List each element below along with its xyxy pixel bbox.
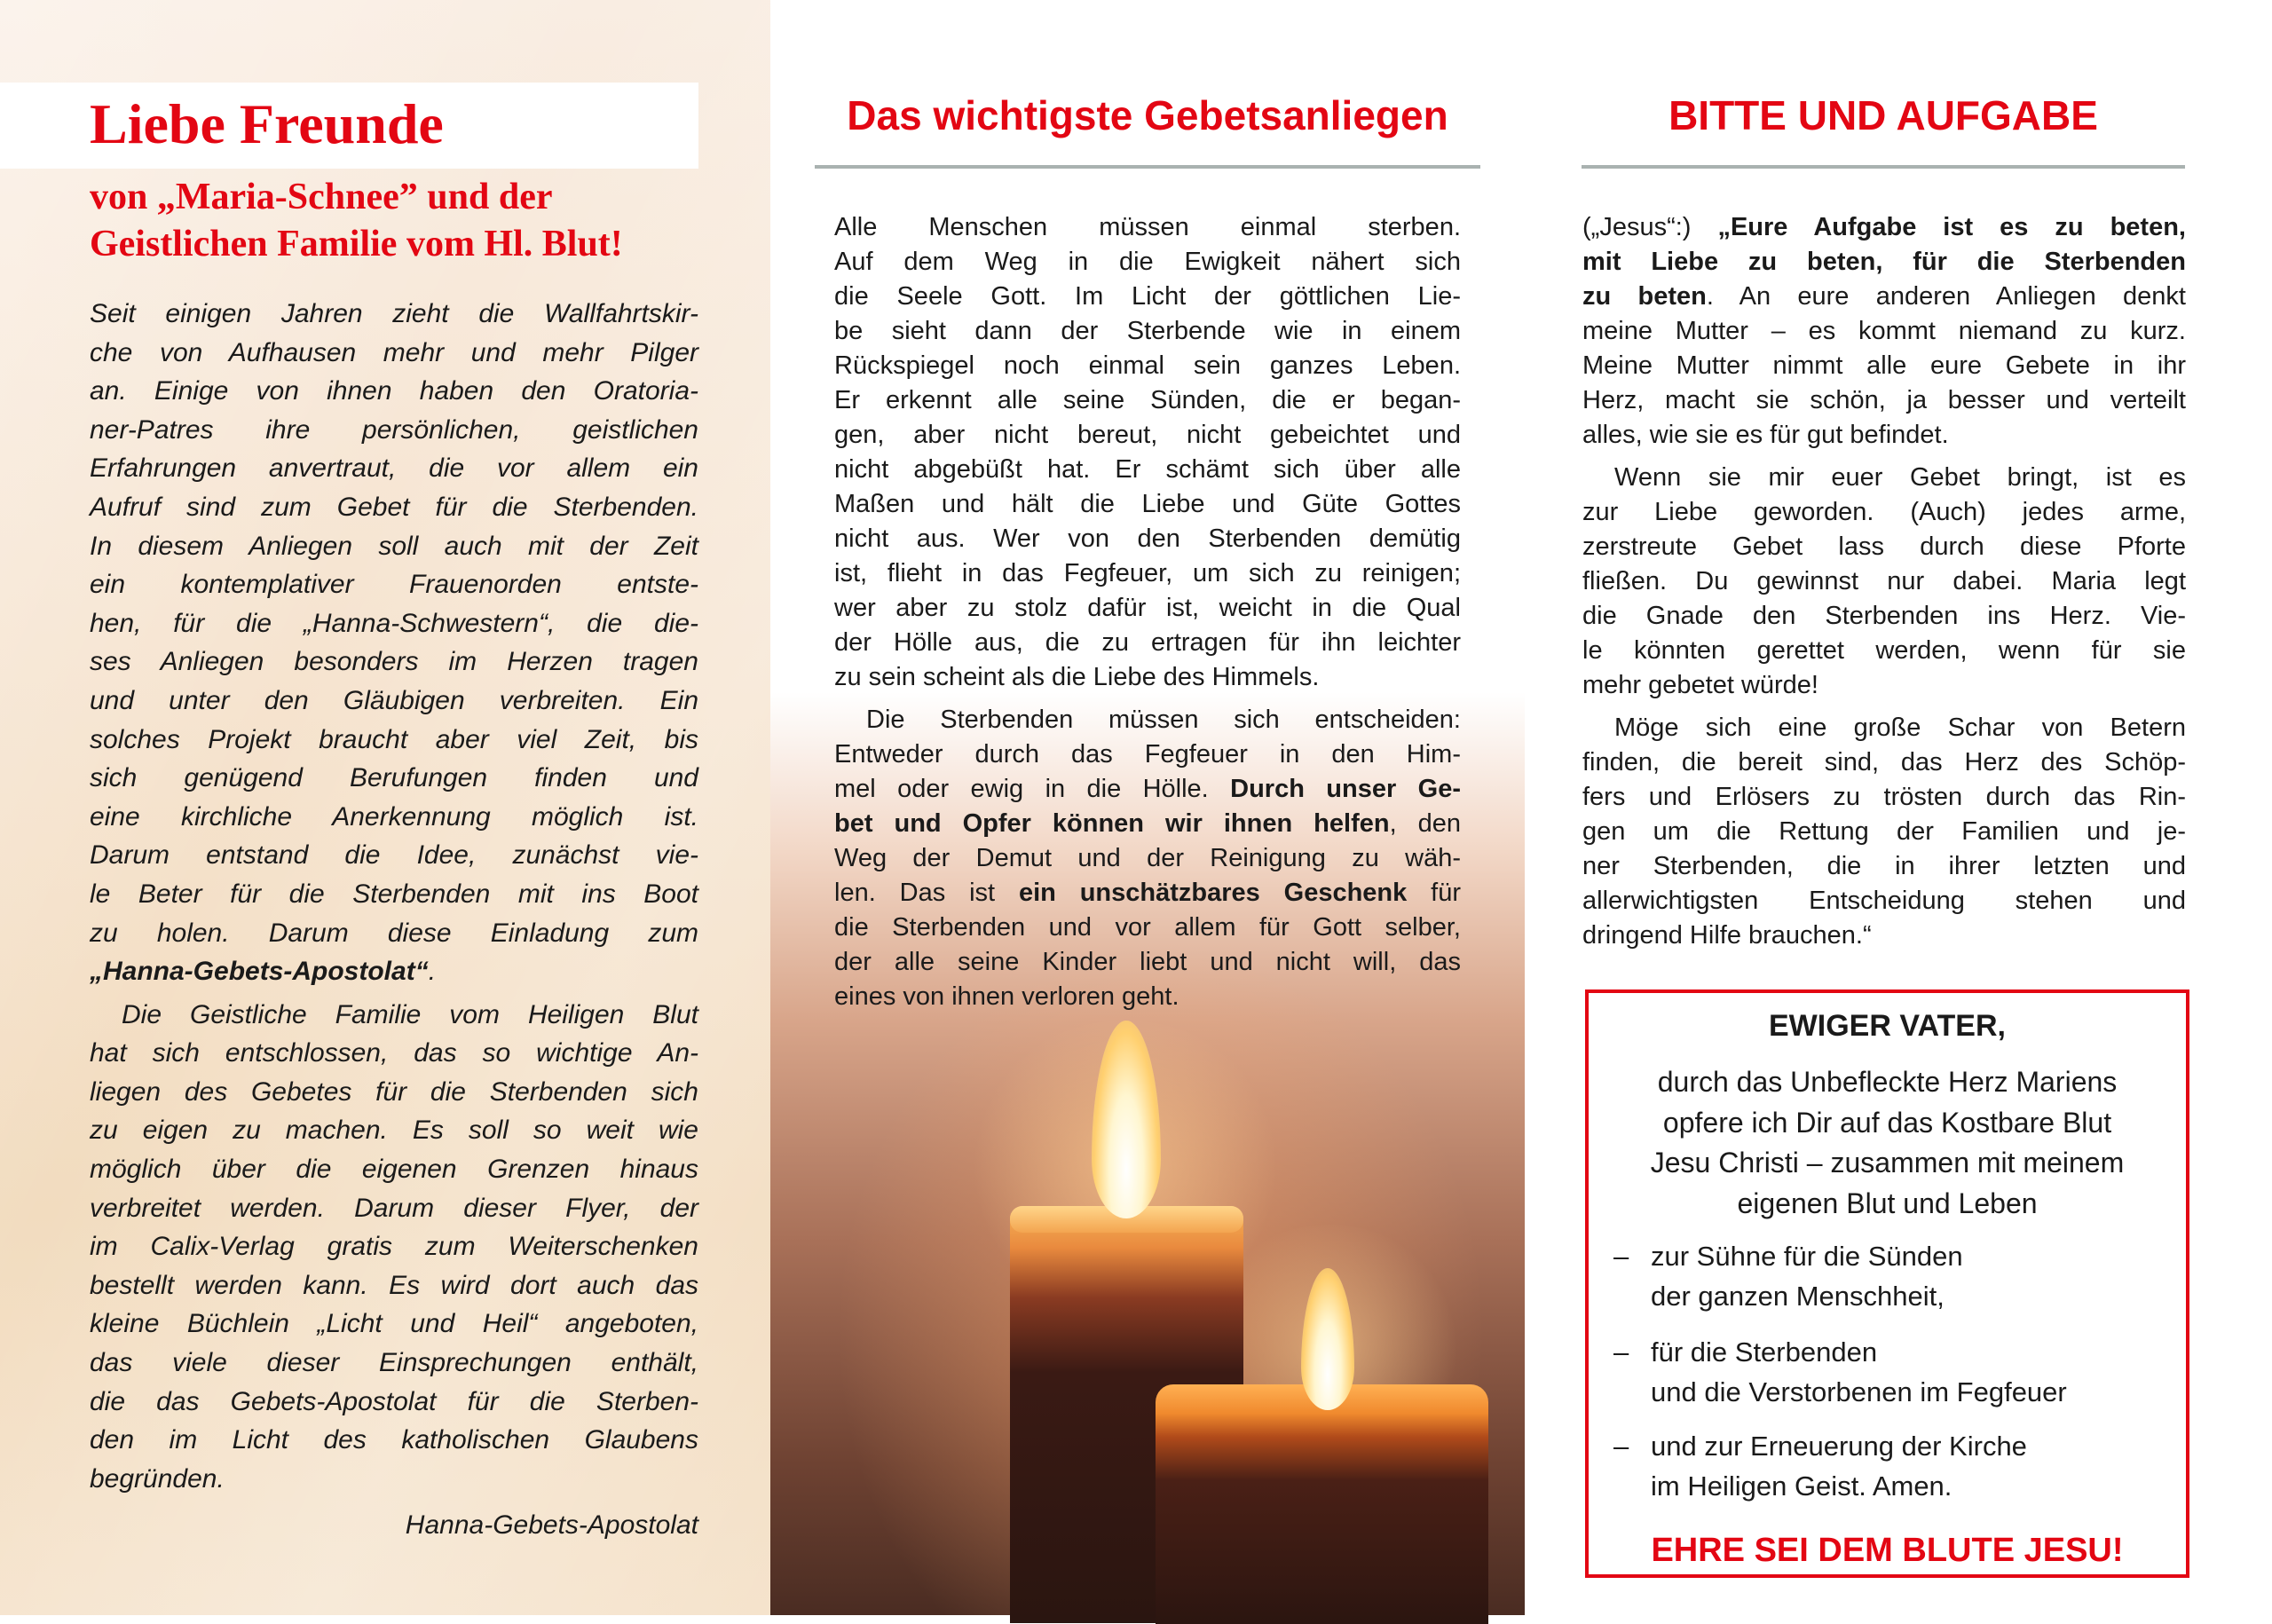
bold-text: mit Liebe zu beten, für die Sterbenden [1582,248,2186,276]
paragraph [1582,210,2186,453]
text-line: Entweder durch das Fegfeuer in den Him- [834,740,1461,769]
text-line: die das Gebets-Apostolat für die Sterben- [90,1386,698,1416]
bold-text: zu beten [1582,282,1707,311]
signature: Hanna-Gebets-Apostolat [405,1510,698,1540]
text-line: möglich über die eigenen Grenzen hinaus [90,1155,698,1185]
text-line: In diesem Anliegen soll auch mit der Zeit [90,531,698,561]
prayer-intro-line: Jesu Christi – zusammen mit meinem [1650,1147,2125,1179]
bullet-line: für die Sterbenden [1651,1336,1878,1368]
text-line: Herz, macht sie schön, ja besser und verteilt [1582,386,2186,414]
subtitle-line: von „Maria-Schnee” und der [90,177,553,217]
text-line: verbreitet werden. Darum dieser Flyer, der [90,1193,698,1223]
text-line: die Seele Gott. Im Licht der göttlichen Lie- [834,282,1461,311]
text-line [1582,280,2186,314]
text-line: Erfahrungen anvertraut, die vor allem ein [90,453,698,484]
text-line [834,772,1461,807]
text-line: ist, flieht in das Fegfeuer, um sich zu reinigen; [834,559,1461,587]
prayer-intro-line: eigenen Blut und Leben [1737,1186,2038,1219]
text-line: im Calix-Verlag gratis zum Weiterschenken [90,1232,698,1262]
bold-text: bet und Opfer können wir ihnen helfen [834,809,1390,838]
text-line: dringend Hilfe brauchen.“ [1582,921,1872,950]
text-line: Die Geistliche Familie vom Heiligen Blut [122,999,698,1029]
text-line: Möge sich eine große Schar von Betern [1614,713,2186,742]
text-line: Maßen und hält die Liebe und Güte Gottes [834,490,1461,518]
candle-image-short [1156,1384,1488,1624]
paragraph [834,210,1461,695]
text-line: zerstreute Gebet lass durch diese Pforte [1582,532,2186,561]
bold-text: „Eure Aufgabe ist es zu beten, [1717,213,2186,241]
text-segment: mel oder ewig in die Hölle. [834,775,1231,803]
text-line: zu holen. Darum diese Einladung zum [90,918,698,948]
text-line: hat sich entschlossen, das so wichtige An- [90,1038,698,1068]
text-line: der alle seine Kinder liebt und nicht will, das [834,948,1461,976]
text-segment: len. Das ist [834,879,1019,907]
text-line: begründen. [90,1463,225,1494]
text-line: nicht abgebüßt hat. Er schämt sich über alle [834,455,1461,484]
left-panel [0,0,770,1615]
text-line: eine kirchliche Anerkennung möglich ist. [90,801,698,832]
prayer-intro-line: durch das Unbefleckte Herz Mariens [1657,1066,2118,1098]
text-line: das viele dieser Einsprechungen enthält, [90,1348,698,1378]
text-line: an. Einige von ihnen haben den Oratoria- [90,376,698,406]
prayer-box [1585,989,2189,1578]
bold-text: ein unschätzbares Geschenk [1018,879,1408,907]
bullet-line: der ganzen Menschheit, [1651,1280,1945,1312]
text-line: alles, wie sie es für gut befindet. [1582,421,1949,449]
text-line: Rückspiegel noch einmal sein ganzes Leben. [834,351,1461,380]
text-segment: für [1407,879,1461,907]
dash-icon: – [1613,1431,1629,1462]
prayer-closing: EHRE SEI DEM BLUTE JESU! [1651,1532,2124,1569]
text-line: che von Aufhausen mehr und mehr Pilger [90,337,698,367]
section-heading: Das wichtigste Gebetsanliegen [847,92,1448,138]
text-line: Aufruf sind zum Gebet für die Sterbenden. [90,492,698,522]
text-segment: . An eure anderen Anliegen denkt [1706,282,2186,311]
text-line: und unter den Gläubigen verbreiten. Ein [90,685,698,715]
dash-icon: – [1613,1336,1629,1368]
prayer-intro [1589,1062,2186,1224]
text-line: be sieht dann der Sterbende wie in einem [834,317,1461,345]
text-line: kleine Büchlein „Licht und Heil“ angeboten, [90,1309,698,1339]
text-line: mehr gebetet würde! [1582,671,1818,699]
paragraph [834,703,1461,1014]
text-line: ein kontemplativer Frauenorden entste- [90,570,698,600]
intro-text [90,295,698,1498]
text-line: ses Anliegen besonders im Herzen tragen [90,647,698,677]
text-line: der Hölle aus, die zu ertragen für ihn leichter [834,628,1461,657]
text-line: gen, aber nicht bereut, nicht gebeichtet und [834,421,1461,449]
text-line: zu eigen zu machen. Es soll so weit wie [90,1116,698,1146]
text-line: Seit einigen Jahren zieht die Wallfahrtskir- [90,299,698,328]
text-line: zu sein scheint als die Liebe des Himmels. [834,663,1320,691]
middle-panel [770,0,1525,1615]
page-subtitle [90,174,623,268]
text-line: liegen des Gebetes für die Sterbenden sich [90,1076,698,1107]
bullet-text [1651,1427,2027,1506]
text-line: solches Projekt braucht aber viel Zeit, bis [90,724,698,754]
text-line: ner Sterbenden, die in ihrer letzten und [1582,852,2186,880]
text-line: finden, die bereit sind, das Herz des Schöp- [1582,748,2186,777]
text-segment: , den [1389,809,1461,838]
text-line: ner-Patres ihre persönlichen, geistlichen [90,414,698,445]
text-line: hen, für die „Hanna-Schwestern“, die die- [90,608,698,638]
right-panel [1525,0,2272,1615]
text-line: fließen. Du gewinnst nur dabei. Maria legt [1582,567,2186,595]
prayer-intention-text [834,210,1461,1014]
paragraph [1582,461,2186,703]
text-line: fers und Erlösers zu trösten durch das Rin- [1582,783,2186,811]
section-heading: BITTE UND AUFGABE [1668,92,2098,138]
text-line: gen um die Rettung der Familien und je- [1582,817,2186,846]
text-line: Alle Menschen müssen einmal sterben. [834,213,1461,241]
dash-icon: – [1613,1241,1629,1272]
heading-divider [1582,165,2185,169]
text-line [834,876,1461,911]
text-line: die Gnade den Sterbenden ins Herz. Vie- [1582,602,2186,630]
bullet-text [1651,1237,1963,1316]
text-line: meine Mutter – es kommt niemand zu kurz. [1582,317,2186,345]
text-line: Darum entstand die Idee, zunächst vie- [90,840,698,871]
paragraph [90,996,698,1499]
text-line: wer aber zu stolz dafür ist, weicht in die Qual [834,594,1461,622]
text-line: Auf dem Weg in die Ewigkeit nähert sich [834,248,1461,276]
text-line: Meine Mutter nimmt alle eure Gebete in ihr [1582,351,2186,380]
text-line: le könnten gerettet werden, wenn für sie [1582,636,2186,665]
bold-text: „Hanna-Gebets-Apostolat“ [90,957,429,987]
paragraph [1582,711,2186,953]
text-line: den im Licht des katholischen Glaubens [90,1425,698,1455]
prayer-title: EWIGER VATER, [1769,1009,2006,1043]
text-line: nicht aus. Wer von den Sterbenden demütig [834,524,1461,553]
page-title: Liebe Freunde [90,92,444,155]
text-line: zur Liebe geworden. (Auch) jedes arme, [1582,498,2186,526]
bullet-line: zur Sühne für die Sünden [1651,1241,1963,1272]
subtitle-line: Geistlichen Familie vom Hl. Blut! [90,224,623,264]
heading-divider [815,165,1480,169]
text-line: Weg der Demut und der Reinigung zu wäh- [834,844,1461,872]
text-line [834,807,1461,841]
text-line [1582,245,2186,280]
text-line: eines von ihnen verloren geht. [834,982,1179,1011]
bullet-text [1651,1333,2067,1412]
text-line: sich genügend Berufungen finden und [90,763,698,793]
text-line: le Beter für die Sterbenden mit ins Boot [90,879,698,909]
prayer-intro-line: opfere ich Dir auf das Kostbare Blut [1662,1106,2112,1139]
text-segment: . [428,957,437,987]
bold-text: Durch unser Ge- [1230,775,1462,803]
text-line [1582,210,2186,245]
text-line: die Sterbenden und vor allem für Gott selber, [834,913,1461,942]
bullet-line: und die Verstorbenen im Fegfeuer [1651,1376,2067,1407]
text-line: Wenn sie mir euer Gebet bringt, ist es [1614,463,2186,492]
text-line [90,952,698,991]
bullet-line: im Heiligen Geist. Amen. [1651,1470,1952,1502]
bullet-line: und zur Erneuerung der Kirche [1651,1431,2027,1462]
request-text [1582,210,2186,953]
text-line: bestellt werden kann. Es wird dort auch das [90,1270,698,1300]
text-line: Er erkennt alle seine Sünden, die er began- [834,386,1461,414]
paragraph [90,295,698,991]
text-line: Die Sterbenden müssen sich entscheiden: [866,706,1461,734]
text-line: allerwichtigsten Entscheidung stehen und [1582,887,2186,915]
text-segment: („Jesus“:) [1582,213,1718,241]
